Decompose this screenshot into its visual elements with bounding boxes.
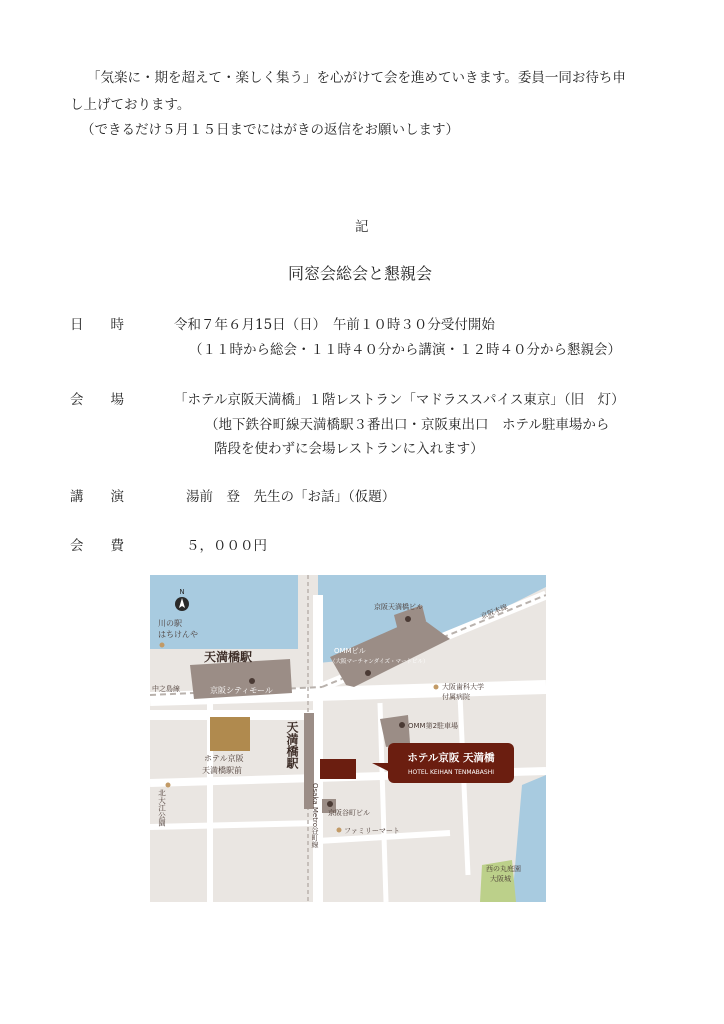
- venue-label: 会 場: [70, 392, 124, 408]
- ki-mark: 記: [355, 219, 369, 235]
- lecture-value: 湯前 登 先生の「お話」（仮題）: [186, 489, 396, 505]
- lecture-label: 講 演: [70, 489, 124, 505]
- omm-dot: [365, 670, 371, 676]
- label-omm-bldg-1: OMMビル: [334, 647, 366, 655]
- label-omm-parking: OMM第2駐車場: [408, 722, 459, 730]
- label-tanimachi-bldg: 京阪谷町ビル: [328, 809, 370, 817]
- label-keihan-line: 京阪本線: [479, 602, 509, 621]
- label-kawanoeki-1: 川の駅: [158, 619, 182, 628]
- label-tenmabashi-vertical: 天満橋駅: [285, 721, 299, 769]
- label-tenmabashi-station: 天満橋駅: [204, 650, 253, 664]
- label-familymart: ファミリーマート: [344, 827, 400, 835]
- label-dental-2: 付属病院: [442, 693, 470, 701]
- datetime-value: 令和７年６月15日（日） 午前１０時３０分受付開始: [174, 317, 495, 333]
- label-omm-bldg-2: （大阪マーチャンダイズ・マートビル）: [330, 659, 429, 665]
- datetime-note: （１１時から総会・１１時４０分から講演・１２時４０分から懇親会）: [189, 342, 621, 358]
- label-hotel-keihan-1: ホテル京阪: [204, 754, 244, 763]
- datetime-label: 日 時: [70, 317, 124, 333]
- label-metro-line: Osaka Metro谷町線: [311, 783, 319, 848]
- access-map: [150, 575, 546, 902]
- omm-parking-dot: [399, 722, 405, 728]
- venue-note-1: （地下鉄谷町線天満橋駅３番出口・京阪東出口 ホテル駐車場から: [205, 417, 610, 433]
- event-title: 同窓会総会と懇親会: [288, 264, 433, 283]
- label-keihan-tenmabashi-bldg: 京阪天満橋ビル: [374, 603, 423, 611]
- tanimachi-dot: [327, 801, 333, 807]
- venue-value: 「ホテル京阪天満橋」１階レストラン「マドラススパイス東京」（旧 灯）: [174, 392, 625, 408]
- keihan-bldg-dot: [405, 616, 411, 622]
- road-south-ew: [150, 823, 318, 827]
- hotel-keihan-building: [320, 759, 356, 779]
- tenmabashi-station-dot: [249, 678, 255, 684]
- label-keihan-city-mall: 京阪シティモール: [210, 686, 273, 695]
- hotel-callout-jp: ホテル京阪 天満橋: [407, 752, 495, 764]
- kitaoe-dot: [166, 783, 171, 788]
- label-nishinomaru-2: 大阪城: [490, 875, 511, 883]
- venue-note-2: 階段を使わずに会場レストランに入れます）: [214, 441, 484, 457]
- label-dental-1: 大阪歯科大学: [442, 683, 484, 691]
- svg-text:N: N: [179, 588, 185, 596]
- hotel-callout: [372, 743, 514, 783]
- intro-line-1: 「気楽に・期を超えて・楽しく集う」を心がけて会を進めていきます。委員一同お待ち申: [87, 70, 626, 86]
- hotel-callout-en: HOTEL KEIHAN TENMABASHI: [408, 769, 494, 776]
- kawanoeki-dot: [160, 643, 165, 648]
- label-kawanoeki-2: はちけんや: [158, 630, 198, 639]
- intro-line-2: し上げております。: [70, 97, 191, 113]
- hotel-keihan-annex: [210, 717, 250, 751]
- label-kitaoe-park: 北大江公園: [157, 789, 167, 827]
- fee-label: 会 費: [70, 538, 124, 554]
- label-nakanoshima-line: 中之島線: [152, 685, 180, 693]
- familymart-dot: [337, 828, 342, 833]
- label-hotel-keihan-2: 天満橋駅前: [202, 766, 242, 775]
- fee-value: ５，０００円: [186, 538, 267, 554]
- dental-dot: [434, 685, 439, 690]
- label-nishinomaru-1: 西の丸庭園: [486, 865, 521, 873]
- intro-line-3: （できるだけ５月１５日までにはがきの返信をお願いします）: [81, 122, 459, 138]
